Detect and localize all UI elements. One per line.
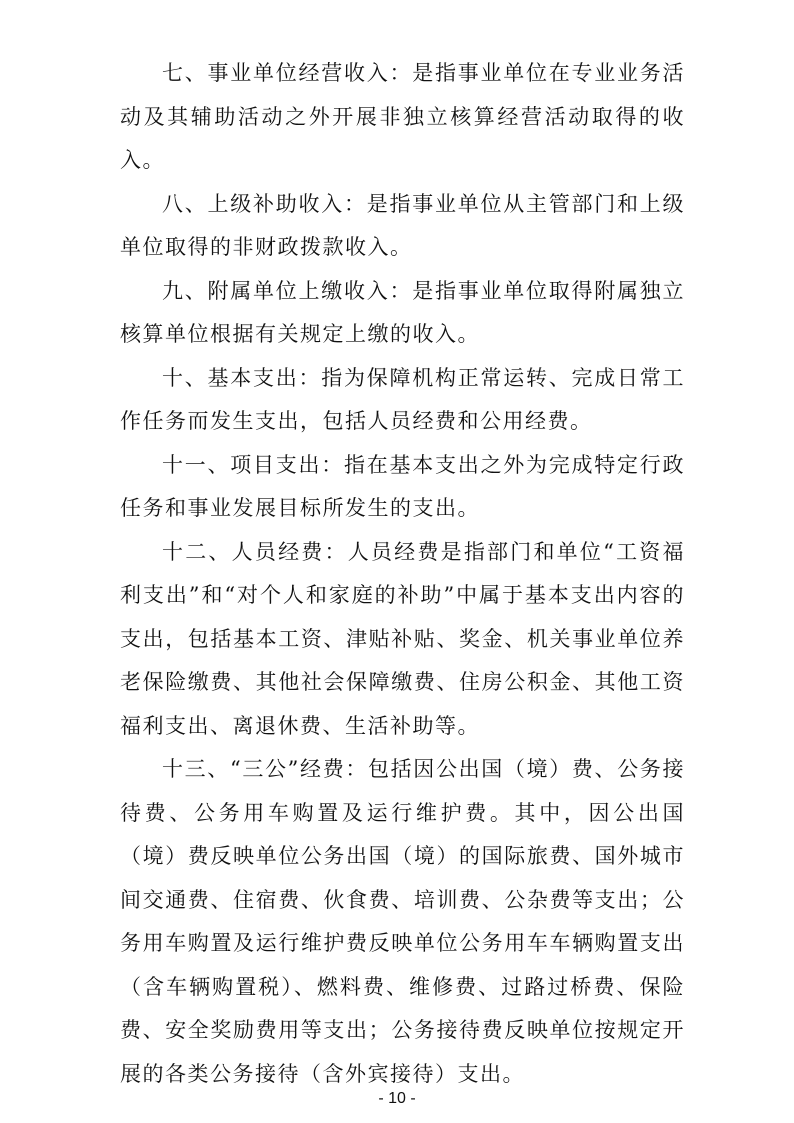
paragraph-business-income: 七、事业单位经营收入：是指事业单位在专业业务活动及其辅助活动之外开展非独立核算经营活动取得的收入。 xyxy=(120,61,685,172)
paragraph-affiliated-unit-remittance: 九、附属单位上缴收入：是指事业单位取得附属独立核算单位根据有关规定上缴的收入。 xyxy=(120,278,685,346)
paragraph-project-expenditure: 十一、项目支出：指在基本支出之外为完成特定行政任务和事业发展目标所发生的支出。 xyxy=(120,452,685,520)
page-number: - 10 - xyxy=(378,1090,416,1107)
paragraph-personnel-expenses: 十二、人员经费：人员经费是指部门和单位“工资福利支出”和“对个人和家庭的补助”中属于基本支出内容的支出，包括基本工资、津贴补贴、奖金、机关事业单位养老保险缴费、其他社会保障缴费、住房公积金、其他工资福利支出、离退休费、生活补助等。 xyxy=(120,539,685,738)
paragraph-basic-expenditure: 十、基本支出：指为保障机构正常运转、完成日常工作任务而发生支出，包括人员经费和公用经费。 xyxy=(120,365,685,433)
document-body xyxy=(120,52,685,1096)
paragraph-three-public-expenses: 十三、“三公”经费：包括因公出国（境）费、公务接待费、公务用车购置及运行维护费。其中，因公出国（境）费反映单位公务出国（境）的国际旅费、国外城市间交通费、住宿费、伙食费、培训费、公杂费等支出；公务用车购置及运行维护费反映单位公务用车车辆购置支出（含车辆购置税）、燃料费、维修费、过路过桥费、保险费、安全奖励费用等支出；公务接待费反映单位按规定开展的各类公务接待（含外宾接待）支出。 xyxy=(120,757,685,1086)
paragraph-higher-level-subsidy: 八、上级补助收入：是指事业单位从主管部门和上级单位取得的非财政拨款收入。 xyxy=(120,191,685,259)
